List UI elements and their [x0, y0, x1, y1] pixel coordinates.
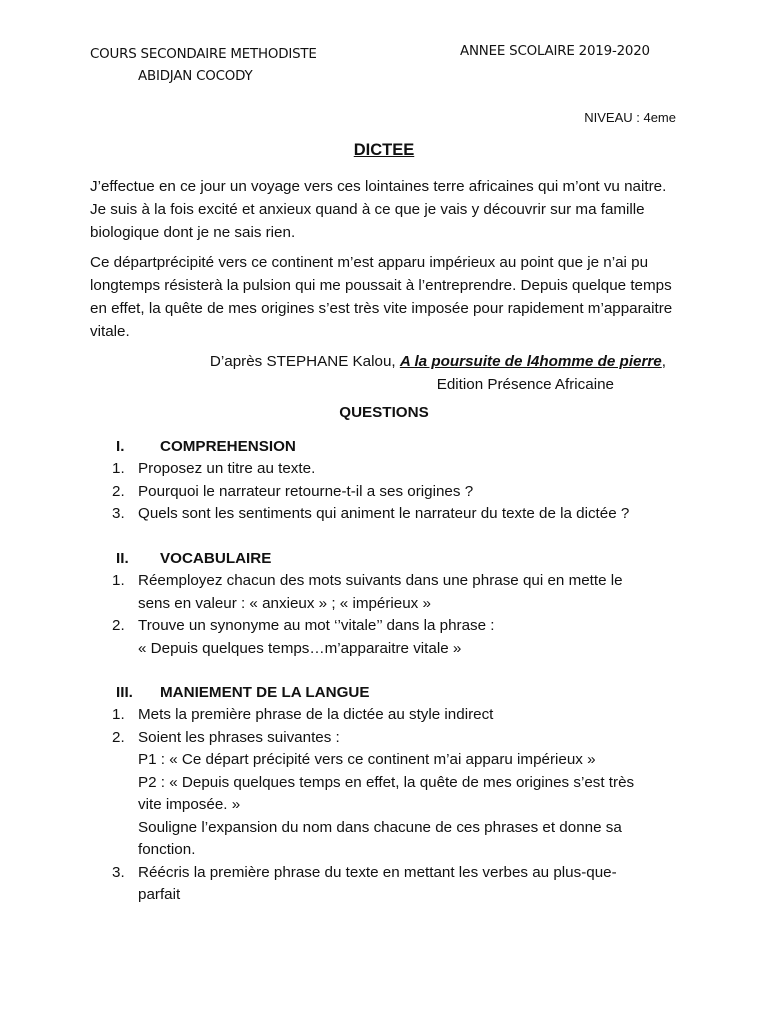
question-text: P2 : « Depuis quelques temps en effet, la quête de mes origines s’est très — [138, 773, 635, 791]
question-item — [112, 704, 696, 727]
section-maniement-langue — [112, 681, 696, 907]
school-name-line1: COURS SECONDAIRE METHODISTE — [90, 47, 317, 62]
question-text: vite imposée. » — [138, 796, 241, 813]
question-text: Soient les phrases suivantes : — [138, 728, 340, 746]
section-number: III. — [116, 684, 133, 701]
question-item — [112, 481, 696, 504]
questions-heading: QUESTIONS — [339, 404, 429, 421]
source-author: D’après STEPHANE Kalou, — [209, 353, 400, 370]
section-title: MANIEMENT DE LA LANGUE — [160, 684, 370, 701]
question-text: Proposez un titre au texte. — [138, 460, 316, 477]
question-number: 3. — [112, 863, 125, 881]
section-heading — [116, 547, 696, 570]
question-text: Réécris la première phrase du texte en mettant les verbes au plus-que- — [138, 863, 617, 881]
question-number: 1. — [112, 706, 125, 723]
question-item — [112, 503, 696, 526]
question-number: 1. — [112, 572, 125, 589]
page-title — [0, 141, 768, 160]
question-text: « Depuis quelques temps…m’apparaitre vitale » — [138, 639, 462, 657]
question-item — [112, 862, 696, 907]
school-name-line2: ABIDJAN COCODY — [138, 69, 253, 84]
question-text: Réemployez chacun des mots suivants dans une phrase qui en mette le — [138, 572, 623, 589]
question-item — [112, 458, 696, 481]
question-number: 3. — [112, 505, 125, 522]
question-number: 2. — [112, 482, 125, 500]
question-text: parfait — [138, 886, 181, 903]
school-name — [90, 44, 317, 88]
school-year: ANNEE SCOLAIRE 2019-2020 — [460, 44, 650, 59]
source-comma: , — [661, 353, 666, 370]
dictation-paragraph-1: J’effectue en ce jour un voyage vers ces lointaines terre africaines qui m’ont vu naitre. Je suis à la fois excité et anxieux quand à ce que je vais y découvrir sur ma famille biologique dont je ne sais rien. — [90, 178, 667, 241]
source-book-title: A la poursuite de l4homme de pierre — [399, 353, 662, 370]
question-number: 1. — [112, 460, 125, 477]
question-number: 2. — [112, 728, 125, 746]
question-text: Trouve un synonyme au mot ‘’vitale’’ dans la phrase : — [138, 617, 495, 634]
question-item — [112, 570, 696, 615]
section-comprehension — [112, 435, 696, 526]
question-text: Pourquoi le narrateur retourne-t-il a ses origines ? — [138, 482, 474, 500]
question-text: Mets la première phrase de la dictée au style indirect — [138, 706, 494, 723]
section-number: II. — [116, 550, 129, 567]
level-label: NIVEAU : 4eme — [584, 110, 676, 125]
section-title: VOCABULAIRE — [160, 550, 272, 567]
section-heading — [116, 435, 696, 458]
question-text: P1 : « Ce départ précipité vers ce continent m’ai apparu impérieux » — [138, 751, 596, 768]
question-item — [112, 615, 696, 660]
section-number: I. — [116, 438, 125, 455]
section-title: COMPREHENSION — [160, 438, 296, 455]
section-heading — [116, 681, 696, 704]
section-vocabulaire — [112, 547, 696, 660]
question-item — [112, 727, 696, 862]
page-title-text: DICTEE — [353, 141, 415, 159]
question-number: 2. — [112, 617, 125, 634]
source-edition: Edition Présence Africaine — [436, 376, 614, 393]
question-text: Quels sont les sentiments qui animent le narrateur du texte de la dictée ? — [138, 505, 630, 522]
question-text: sens en valeur : « anxieux » ; « impérieux » — [138, 594, 431, 612]
question-text: Souligne l’expansion du nom dans chacune de ces phrases et donne sa — [138, 818, 622, 836]
source-citation — [90, 350, 666, 396]
question-text: fonction. — [138, 841, 196, 858]
dictation-paragraph-2: Ce départprécipité vers ce continent m’est apparu impérieux au point que je n’ai pu longtemps résisterà la pulsion qui me poussait à l’entreprendre. Depuis quelque temps en effet, la quête de mes origines s’est très vite imposée pour rapidement m’apparaitre vitale. — [90, 254, 673, 340]
